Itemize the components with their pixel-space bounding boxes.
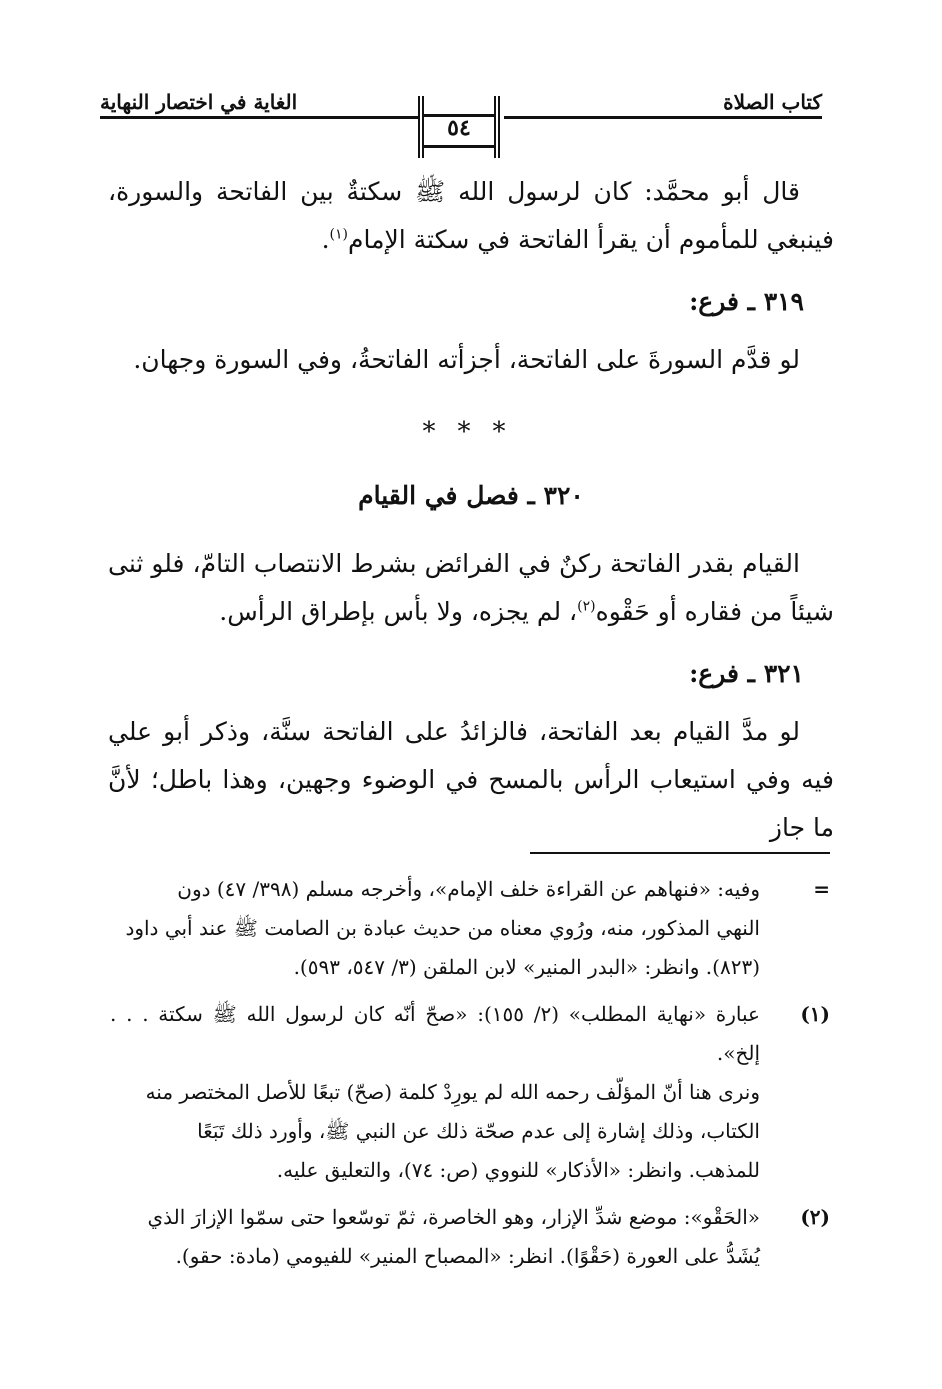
paragraph-4: لو مدَّ القيام بعد الفاتحة، فالزائدُ على الفاتحة سنَّة، وذكر أبو علي فيه وفي استيعاب الرأس بالمسح في الوضوء وجهين، وهذا باطل؛ لأنَّ ما جاز (108, 717, 834, 842)
main-text (108, 168, 834, 852)
page-header (100, 86, 822, 166)
paragraph-1 (108, 168, 834, 264)
footnote-mark: (٢) (800, 1205, 830, 1229)
paragraph-3-text: القيام بقدر الفاتحة ركنٌ في الفرائض بشرط الانتصاب التامّ، فلو ثنى شيئاً من فقاره أو حَقْوه (108, 549, 834, 626)
running-title-chapter: كتاب الصلاة (723, 90, 822, 114)
page-number-frame (418, 96, 500, 158)
chapter-heading-320: ٣٢٠ ـ فصل في القيام (358, 481, 584, 510)
header-rule-right (504, 116, 822, 119)
footnote-line: النهي المذكور، منه، ورُوي معناه من حديث عبادة بن الصامت ﷺ عند أبي داود (125, 916, 760, 940)
footnote-mark: (١) (800, 1002, 830, 1026)
footnote-line: ونرى هنا أنّ المؤلّف رحمه الله لم يورِدْ كلمة (صحّ) تبعًا للأصل المختصر منه (145, 1080, 760, 1104)
paragraph-1-end: . (321, 225, 330, 254)
footnotes (110, 870, 830, 1284)
footnote-ref-1[interactable]: (١) (329, 226, 348, 243)
footnote-line: (٨٢٣). وانظر: «البدر المنير» لابن الملقن (٣/ ٥٤٧، ٥٩٣). (293, 955, 760, 979)
footnote-line: وفيه: «فنهاهم عن القراءة خلف الإمام»، وأخرجه مسلم (٣٩٨/ ٤٧) دون (177, 877, 760, 901)
footnote-mark: = (813, 877, 830, 901)
paragraph-2: لو قدَّم السورةَ على الفاتحة، أجزأته الفاتحةُ، وفي السورة وجهان. (133, 345, 800, 374)
paragraph-3 (108, 540, 834, 636)
footnote-line: يُشَدُّ على العورة (حَقْوًا). انظر: «المصباح المنير» للفيومي (مادة: حقو). (175, 1244, 760, 1268)
page-number: ٥٤ (447, 115, 471, 141)
section-heading-319: ٣١٩ ـ فرع: (689, 287, 804, 316)
header-rule-left (100, 116, 418, 119)
divider-star: * (422, 417, 450, 447)
divider-star: * (492, 417, 520, 447)
paragraph-3-end: ، لم يجزه، ولا بأس بإطراق الرأس. (219, 597, 578, 626)
paragraph-1-text: قال أبو محمَّد: كان لرسول الله ﷺ سكتةٌ بين الفاتحة والسورة، فينبغي للمأموم أن يقرأ الفاتحة في سكتة الإمام (108, 177, 834, 254)
footnote-continuation (110, 870, 830, 987)
divider-star: * (457, 417, 485, 447)
footnote-1 (110, 995, 830, 1190)
footnote-separator (530, 852, 830, 854)
footnote-ref-2[interactable]: (٢) (577, 598, 596, 615)
running-title-book: الغاية في اختصار النهاية (100, 90, 298, 114)
section-heading-321: ٣٢١ ـ فرع: (689, 659, 804, 688)
section-divider (108, 412, 834, 452)
footnote-2 (110, 1198, 830, 1276)
footnote-line: «الحَقْو»: موضع شدِّ الإزار، وهو الخاصرة، ثمّ توسّعوا حتى سمّوا الإزارَ الذي (147, 1205, 760, 1229)
footnote-line: الكتاب، وذلك إشارة إلى عدم صحّة ذلك عن النبي ﷺ، وأورد ذلك تَبَعًا (197, 1119, 760, 1143)
footnote-line: عبارة «نهاية المطلب» (٢/ ١٥٥): «صحّ أنّه كان لرسول الله ﷺ سكتة . . . إلخ». (110, 1002, 760, 1065)
footnote-line: للمذهب. وانظر: «الأذكار» للنووي (ص: ٧٤)، والتعليق عليه. (276, 1158, 760, 1182)
